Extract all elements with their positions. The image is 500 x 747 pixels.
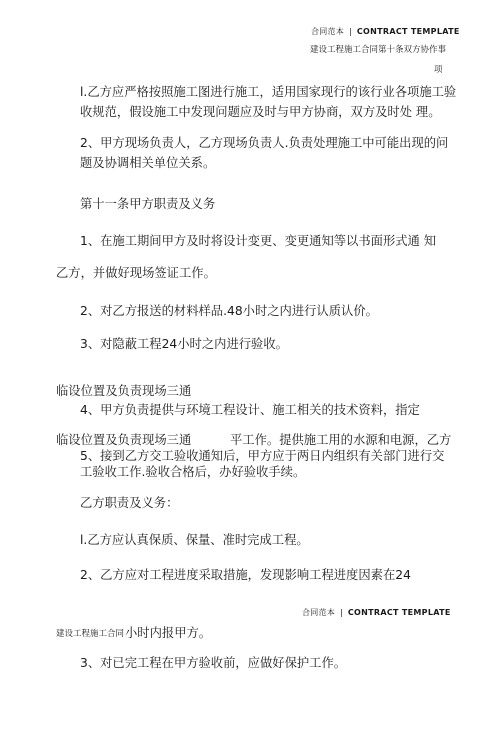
paragraph-3b: 乙方，并做好现场签证工作。 <box>56 266 216 280</box>
header-subtitle-line2: 项 <box>434 65 443 75</box>
paragraph-6b: 平工作。提供施工用的水源和电源，乙方 <box>230 433 452 447</box>
header-label-group <box>311 26 460 37</box>
paragraph-5: 3、对隐蔽工程24小时之内进行验收。 <box>80 337 288 351</box>
paragraph-10: 3、对已完工程在甲方验收前，应做好保护工作。 <box>80 656 347 670</box>
section-heading-11: 第十一条甲方职责及义务 <box>80 197 216 211</box>
header-label: 合同范本 <box>311 27 345 36</box>
paragraph-8: l.乙方应认真保质、保量、准时完成工程。 <box>80 533 309 547</box>
footer-label-group <box>302 607 451 618</box>
paragraph-3a: 1、在施工期间甲方及时将设计变更、变更通知等以书面形式通 知 <box>80 234 437 248</box>
paragraph-continuation: 小时内报甲方。 <box>125 626 212 640</box>
footer-separator: | <box>340 608 344 617</box>
header-template: CONTRACT TEMPLATE <box>356 27 460 36</box>
header-separator: | <box>349 27 353 36</box>
footer-template: CONTRACT TEMPLATE <box>347 608 451 617</box>
footer-left-small: 建设工程施工合同 <box>56 629 125 639</box>
overlay-text-1: 临设位置及负责现场三通 <box>56 384 192 398</box>
footer-label: 合同范本 <box>302 608 336 617</box>
paragraph-9: 2、乙方应对工程进度采取措施，发现影响工程进度因素在24 <box>80 568 411 582</box>
overlay-text-2: 临设位置及负责现场三通 <box>56 433 192 447</box>
paragraph-6: 4、甲方负责提供与环境工程设计、施工相关的技术资料，指定 <box>80 403 420 417</box>
paragraph-1: l.乙方应严格按照施工图进行施工，适用国家现行的该行业各项施工验收规范，假设施工中发现问题应及时与甲方协商，双方及时处 理。 <box>80 85 457 119</box>
section-heading-yi: 乙方职责及义务： <box>80 496 179 510</box>
paragraph-2: 2、甲方现场负责人，乙方现场负责人.负责处理施工中可能出现的问题及协调相关单位关系。 <box>80 136 449 170</box>
paragraph-7a: 5、接到乙方交工验收通知后，甲方应于两日内组织有关部门进行交 <box>80 449 445 463</box>
paragraph-4: 2、对乙方报送的材料样品.48小时之内进行认质认价。 <box>80 304 378 318</box>
header-subtitle-line1: 建设工程施工合同第十条双方协作事 <box>310 45 447 55</box>
paragraph-7b: 工验收工作.验收合格后，办好验收手续。 <box>80 465 306 479</box>
